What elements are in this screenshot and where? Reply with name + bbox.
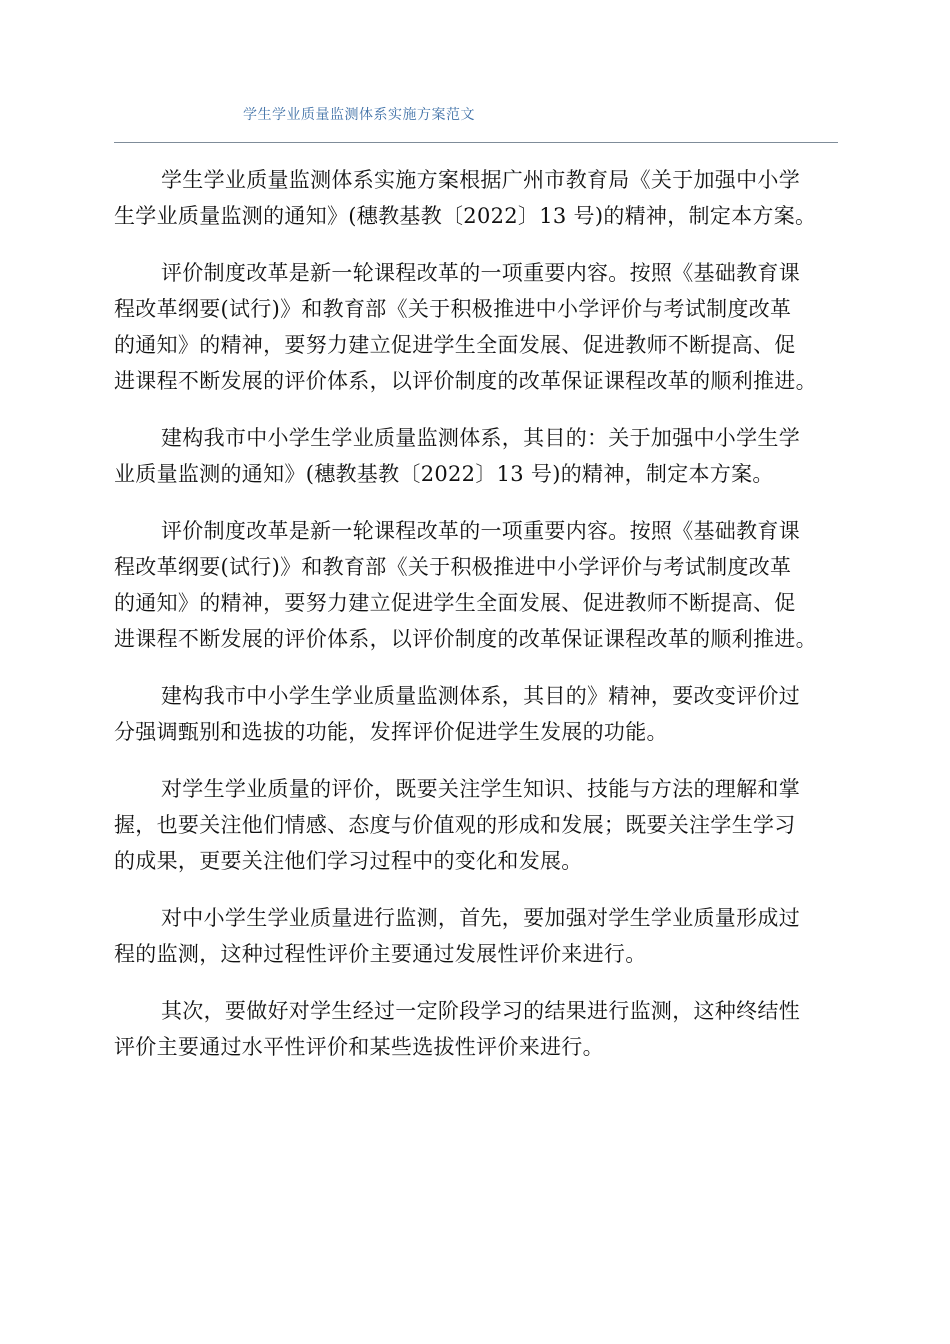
text-line: 建构我市中小学生学业质量监测体系，其目的》精神，要改变评价过 xyxy=(161,684,800,708)
document-body xyxy=(114,162,854,1086)
text-line: 程的监测，这种过程性评价主要通过发展性评价来进行。 xyxy=(114,942,647,966)
text-line: 的成果，更要关注他们学习过程中的变化和发展。 xyxy=(114,849,583,873)
text-line: 建构我市中小学生学业质量监测体系，其目的：关于加强中小学生学 xyxy=(161,426,800,450)
paragraph xyxy=(114,771,854,879)
text-line: 进课程不断发展的评价体系，以评价制度的改革保证课程改革的顺利推进。 xyxy=(114,369,817,393)
text-line: 评价制度改革是新一轮课程改革的一项重要内容。按照《基础教育课 xyxy=(161,519,800,543)
text-line: 进课程不断发展的评价体系，以评价制度的改革保证课程改革的顺利推进。 xyxy=(114,627,817,651)
paragraph xyxy=(114,900,854,972)
text-line: 学生学业质量监测体系实施方案根据广州市教育局《关于加强中小学 xyxy=(161,168,800,192)
text-line: 对学生学业质量的评价，既要关注学生知识、技能与方法的理解和掌 xyxy=(161,777,800,801)
text-line: 评价制度改革是新一轮课程改革的一项重要内容。按照《基础教育课 xyxy=(161,261,800,285)
paragraph xyxy=(114,993,854,1065)
header-title: 学生学业质量监测体系实施方案范文 xyxy=(243,107,475,123)
text-line: 的通知》的精神，要努力建立促进学生全面发展、促进教师不断提高、促 xyxy=(114,333,796,357)
text-line: 的通知》的精神，要努力建立促进学生全面发展、促进教师不断提高、促 xyxy=(114,591,796,615)
text-line: 分强调甄别和选拔的功能，发挥评价促进学生发展的功能。 xyxy=(114,720,668,744)
text-line: 程改革纲要(试行)》和教育部《关于积极推进中小学评价与考试制度改革 xyxy=(114,555,792,579)
header-divider xyxy=(114,142,838,143)
text-line: 握，也要关注他们情感、态度与价值观的形成和发展；既要关注学生学习 xyxy=(114,813,796,837)
paragraph xyxy=(114,513,854,657)
paragraph xyxy=(114,420,854,492)
paragraph xyxy=(114,678,854,750)
text-line: 对中小学生学业质量进行监测，首先，要加强对学生学业质量形成过 xyxy=(161,906,800,930)
text-line: 程改革纲要(试行)》和教育部《关于积极推进中小学评价与考试制度改革 xyxy=(114,297,792,321)
paragraph xyxy=(114,255,854,399)
text-line: 其次，要做好对学生经过一定阶段学习的结果进行监测，这种终结性 xyxy=(161,999,800,1023)
text-line: 评价主要通过水平性评价和某些选拔性评价来进行。 xyxy=(114,1035,604,1059)
text-line: 生学业质量监测的通知》(穗教基教〔2022〕13 号)的精神，制定本方案。 xyxy=(114,204,817,228)
paragraph xyxy=(114,162,854,234)
text-line: 业质量监测的通知》(穗教基教〔2022〕13 号)的精神，制定本方案。 xyxy=(114,462,774,486)
